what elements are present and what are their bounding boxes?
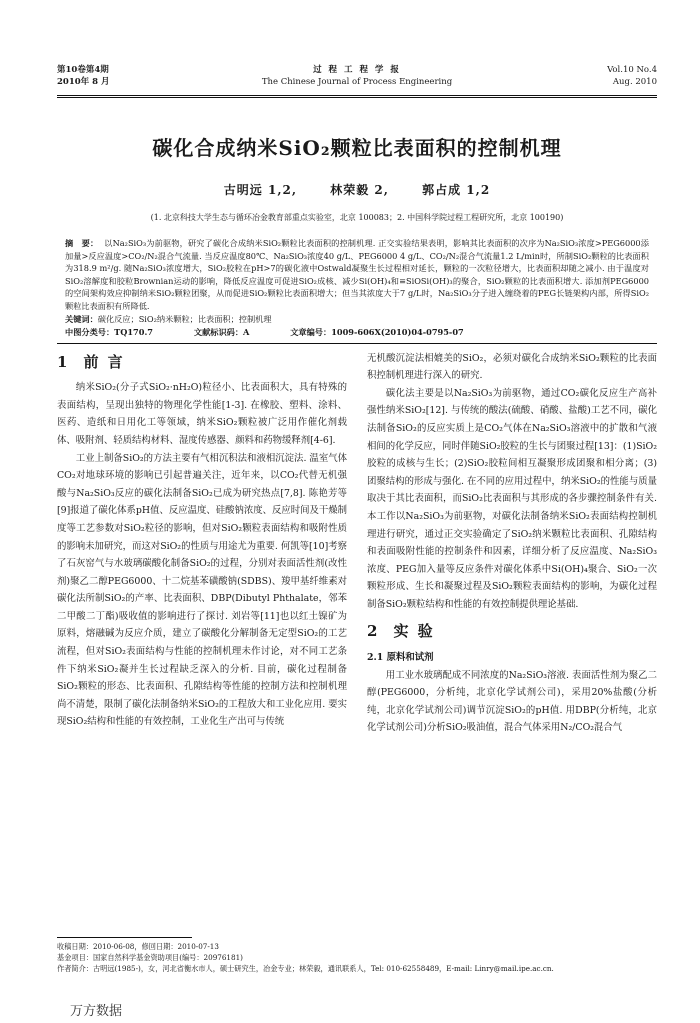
- keywords: 关键词：碳化反应；SiO₂纳米颗粒；比表面积；控制机理: [65, 313, 272, 324]
- watermark: 万方数据: [70, 1004, 123, 1019]
- paragraph: 无机酸沉淀法相媲美的SiO₂，必须对碳化合成纳米SiO₂颗粒的比表面积控制机理进行深入的研究.: [367, 352, 657, 382]
- author: 林荣毅 2,: [330, 183, 389, 197]
- keywords-text: 碳化反应；SiO₂纳米颗粒；比表面积；控制机理: [97, 313, 272, 324]
- author: 郭占成 1,2: [422, 183, 491, 197]
- issue-info-en: Vol.10 No.4 Aug. 2010: [607, 65, 657, 87]
- author: 古明远 1,2,: [223, 183, 298, 197]
- header-rule: [57, 95, 657, 98]
- footnote-fund: 基金项目：国家自然科学基金资助项目(编号：20976181): [57, 953, 243, 962]
- right-column: [367, 350, 657, 737]
- affiliation: (1. 北京科技大学生态与循环冶金教育部重点实验室，北京 100083；2. 中国科学院过程工程研究所，北京 100190): [150, 213, 564, 222]
- footnote-rule: [57, 937, 192, 938]
- doc-code: A: [243, 326, 250, 337]
- paragraph: 碳化法主要是以Na₂SiO₃为前驱物，通过CO₂碳化反应生产高补强性纳米SiO₂[12]. 与传统的酸法(硫酸、硝酸、盐酸)工艺不同，碳化法制备SiO₂的反应实质上是CO₂气体在Na₂SiO₃溶液中的扩散和气液相间的化学反应，同时伴随SiO₂胶粒的生长与团聚过程[13]：(1)SiO₂胶粒的成核与生长；(2)SiO₂胶粒间相互凝聚形成团聚和相分离；(3)团聚结构的形成与强化. 在不同的应用过程中，纳米SiO₂的性能与质量取决于其比表面积，而SiO₂比表面积与其形成的各步骤控制条件有关. 本工作以Na₂SiO₃为前驱物，对碳化法制备纳米SiO₂表面结构控制机理进行研究，通过正交实验确定了SiO₂纳米颗粒比表面积、孔隙结构和表面吸附性能的控制条件和因素，详细分析了反应温度、Na₂SiO₃浓度、PEG加入量等反应条件对碳化体系中Si(OH)₄聚合、SiO₂一次颗粒形成、生长和凝聚过程及SiO₂颗粒表面结构的影响，为碳化过程制备SiO₂颗粒结构和性能的有效控制提供理论基础.: [367, 387, 657, 610]
- abstract: [57, 237, 657, 313]
- paragraph: 用工业水玻璃配成不同浓度的Na₂SiO₃溶液. 表面活性剂为聚乙二醇(PEG6000，分析纯，北京化学试剂公司)，采用20%盐酸(分析纯，北京化学试剂公司)调节沉淀SiO₂的pH值. 用DBP(分析纯，北京化学试剂公司)分析SiO₂吸油值，混合气体采用N₂/CO₂混合气: [367, 669, 657, 734]
- abstract-text: 以Na₂SiO₃为前驱物，研究了碳化合成纳米SiO₂颗粒比表面积的控制机理. 正交实验结果表明，影响其比表面积的次序为Na₂SiO₃浓度>PEG6000添加量>反应温度>CO₂/N₂混合气流量. 当反应温度80℃、Na₂SiO₃浓度40 g/L、PEG6000 4 g/L、CO₂/N₂混合气流量1.2 L/min时，所制SiO₂颗粒的比表面积为318.9 m²/g. 随Na₂SiO₃浓度增大，SiO₂胶粒在pH>7的碳化液中Ostwald凝聚生长过程相对延长，颗粒的一次粒径增大，比表面积却随之减小. 由于温度对SiO₂溶解度和胶粒Brownian运动的影响，降低反应温度可促进SiO₂成核、减少Si(OH)₄和≡SiOSi(OH)₃的聚合，SiO₂颗粒的比表面积增大. 添加剂PEG6000的空间架构效应抑制纳米SiO₂颗粒团聚，从而促进SiO₂颗粒比表面积增大；但当其浓度大于7 g/L时，Na₂SiO₃分子进入缠绕着的PEG长链架构内部，所得SiO₂颗粒比表面积有所降低.: [65, 238, 649, 311]
- body-columns: [57, 350, 657, 805]
- running-header: [57, 64, 657, 94]
- journal-name: 过 程 工 程 学 报 The Chinese Journal of Process Engineering: [261, 65, 453, 87]
- paragraph: 工业上制备SiO₂的方法主要有气相沉积法和液相沉淀法. 温室气体CO₂对地球环境的影响已引起普遍关注，近年来，以CO₂代替无机强酸与Na₂SiO₃反应的碳化法制备SiO₂已成为研究热点[7,8]. 陈艳芳等[9]报道了碳化体系pH值、反应温度、硅酸钠浓度、反应时间及干燥制度等工艺参数对SiO₂粒径的影响，但对SiO₂颗粒表面结构和吸附性质的影响未加研究，而这对SiO₂的性质与用途尤为重要. 何凯等[10]考察了石灰窑气与水玻璃碳酸化制备SiO₂的过程，分别对表面活性剂(改性剂)聚乙二醇PEG6000、十二烷基苯磺酸钠(SDBS)、羧甲基纤维素对碳化法所制SiO₂的产率、比表面积、DBP(Dibutyl Phthalate，邻苯二甲酸二丁酯)吸收值的影响进行了探讨. 刘岩等[11]也以红土镍矿为原料，熔融碱为反应介质，建立了碳酸化分解制备无定型SiO₂的工艺流程，但对SiO₂表面结构与性能的控制机理未作讨论，对不同工艺条件下纳米SiO₂凝并生长过程缺乏深入的分析. 目前，碳化过程制备SiO₂颗粒的形态、比表面积、孔隙结构等性能的控制方法和控制机理尚不清楚，限制了碳化法制备纳米SiO₂的工程放大和工业化应用. 要实现SiO₂结构和性能的有效控制，工业化生产出可与传统: [57, 452, 347, 728]
- abstract-label: 摘 要：: [65, 238, 99, 248]
- issue-info-cn: 第10卷第4期 2010年 8 月: [57, 65, 110, 87]
- subsection-heading: 2.1 原料和试剂: [367, 652, 434, 664]
- footnote-bio: 作者简介：古明远(1985-)，女，河北省衡水市人，硕士研究生，冶金专业；林荣毅，通讯联系人，Tel: 010-62558489，E-mail: Linry@mail.ipe.ac.cn.: [57, 964, 554, 973]
- section-heading: 1 前 言: [57, 352, 125, 371]
- section-heading: 2 实 验: [367, 622, 435, 641]
- abstract-rule: [57, 343, 657, 344]
- author-list: [57, 181, 657, 198]
- footnote-received: 收稿日期：2010-06-08，修回日期：2010-07-13: [57, 942, 219, 951]
- footnote: [57, 937, 657, 974]
- paper-title: 碳化合成纳米SiO₂颗粒比表面积的控制机理: [152, 136, 562, 160]
- classification-line: 中图分类号：TQ170.7 文献标识码：A 文章编号：1009-606X(2010)04-0795-07: [65, 326, 464, 337]
- clc-number: TQ170.7: [114, 326, 154, 337]
- paragraph: 纳米SiO₂(分子式SiO₂·nH₂O)粒径小、比表面积大，具有特殊的表面结构，呈现出独特的物理化学性能[1-3]. 在橡胶、塑料、涂料、医药、造纸和日用化工等领域，纳米SiO₂颗粒被广泛用作催化剂载体、吸附剂、轻质结构材料、湿度传感器、颜料和药物缓释剂[4-6].: [57, 382, 347, 446]
- paper-page: [57, 64, 657, 805]
- left-column: [57, 350, 347, 731]
- article-number: 1009-606X(2010)04-0795-07: [331, 326, 464, 337]
